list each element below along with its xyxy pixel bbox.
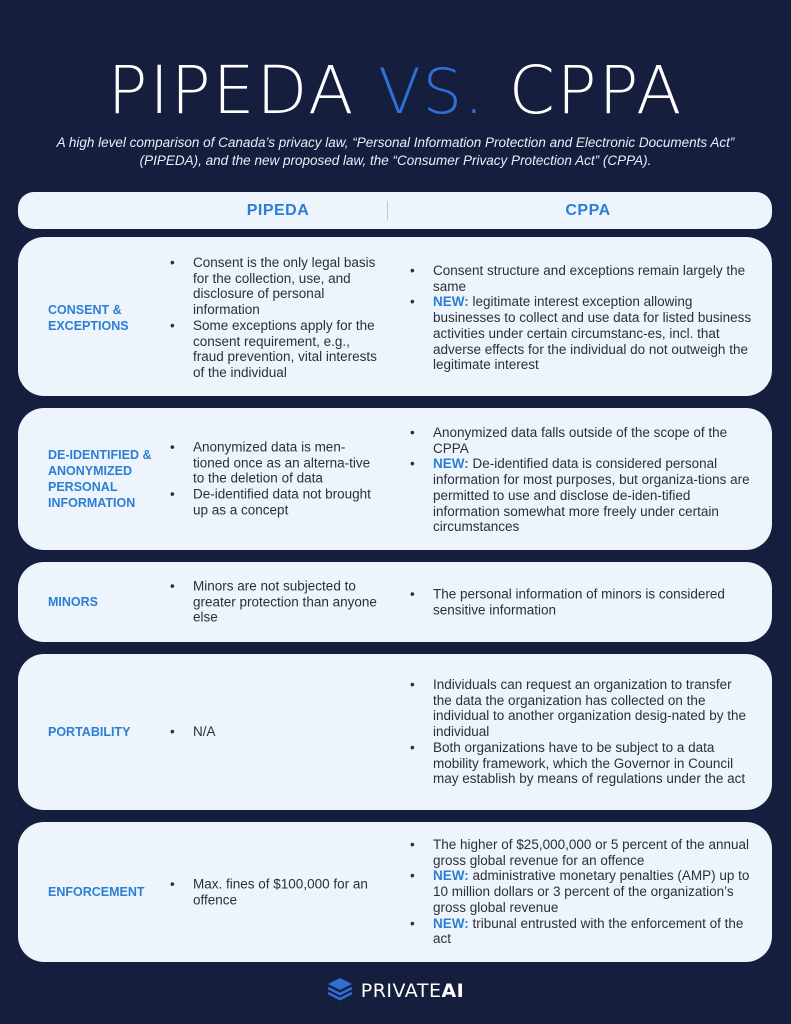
title-right: CPPA [508,52,684,129]
column-divider [387,201,388,220]
list-item [408,837,753,868]
item-text: Anonymized data falls outside of the scope of the CPPA [433,425,728,456]
row-label: CONSENT & EXCEPTIONS [48,303,129,333]
brand-name-b: AI [441,980,465,1002]
new-tag: NEW: [433,456,469,472]
list-item: • De-identified data not brought up as a concept [168,487,378,518]
cppa-list [408,425,753,535]
row-label: PORTABILITY [48,725,131,739]
list-item: • Minors are not subjected to greater protection than anyone else [168,578,378,625]
item-text: The higher of $25,000,000 or 5 percent of the annual gross global revenue for an offence [433,837,749,868]
item-text: Consent structure and exceptions remain largely the same [433,263,746,294]
row-portability [18,654,772,810]
item-text: The personal information of minors is considered sensitive information [433,586,725,617]
list-item [408,294,753,373]
private-ai-logo-icon [327,977,353,1006]
list-item: • Some exceptions apply for the consent requirement, e.g., fraud prevention, vital interests of the individual [168,318,378,381]
cppa-list [408,677,753,787]
list-item [408,263,753,294]
list-item [408,456,753,535]
list-item: • Max. fines of $100,000 for an offence [168,876,378,907]
footer [0,976,791,1006]
column-header-bar [18,192,772,229]
item-text: Individuals can request an organization to transfer the data the organization has collected on the individual to another organization desig-nated by the individual [433,677,746,740]
list-item: • Anonymized data is men-tioned once as an alterna-tive to the deletion of data [168,440,378,487]
item-text: Both organizations have to be subject to a data mobility framework, which the Governor in Council may establish by means of regulations under the act [433,739,746,787]
column-header-pipeda: PIPEDA [246,202,310,219]
row-label: ENFORCEMENT [48,885,145,899]
title-left: PIPEDA [107,52,356,129]
list-item: • Consent is the only legal basis for the collection, use, and disclosure of personal information [168,255,378,318]
item-text: De-identified data is considered personal information for most purposes, but organiza-tions are permitted to use and disclose de-iden-tified information somewhat more freely under certain circumstances [433,456,750,535]
column-header-cppa: CPPA [565,202,611,219]
pipeda-list [168,876,378,907]
brand-name [361,980,464,1002]
title-vs: VS. [378,55,486,128]
list-item [408,740,753,787]
row-minors [18,562,772,642]
list-item [408,868,753,915]
new-tag: NEW: [433,915,469,931]
pipeda-list [168,724,378,740]
row-label: MINORS [48,595,98,609]
new-tag: NEW: [433,294,469,310]
row-enforcement [18,822,772,962]
cppa-list [408,837,753,947]
item-text: tribunal entrusted with the enforcement of the act [433,915,744,947]
list-item [408,586,753,617]
subtitle: A high level comparison of Canada’s privacy law, “Personal Information Protection and Electronic Documents Act” (PIPEDA), and the new proposed law, the “Consumer Privacy Protection Act” (CPPA). [56,135,735,168]
pipeda-list [168,255,378,381]
page-title [0,52,791,129]
list-item [408,677,753,740]
row-label: DE-IDENTIFIED & ANONYMIZED PERSONAL INFORMATION [48,448,152,510]
new-tag: NEW: [433,868,469,884]
pipeda-list [168,578,378,625]
list-item: • N/A [168,724,378,740]
cppa-list [408,263,753,373]
item-text: legitimate interest exception allowing businesses to collect and use data for listed business activities under certain circumstanc-es, incl. that adverse effects for the individual do not outweigh the legitimate interest [433,294,752,373]
brand-name-a: PRIVATE [360,980,442,1002]
list-item [408,916,753,947]
row-deidentified [18,408,772,550]
list-item [408,425,753,456]
item-text: administrative monetary penalties (AMP) up to 10 million dollars or 3 percent of the organization’s gross global revenue [433,868,750,915]
row-consent [18,237,772,396]
pipeda-list [168,440,378,519]
cppa-list [408,586,753,617]
